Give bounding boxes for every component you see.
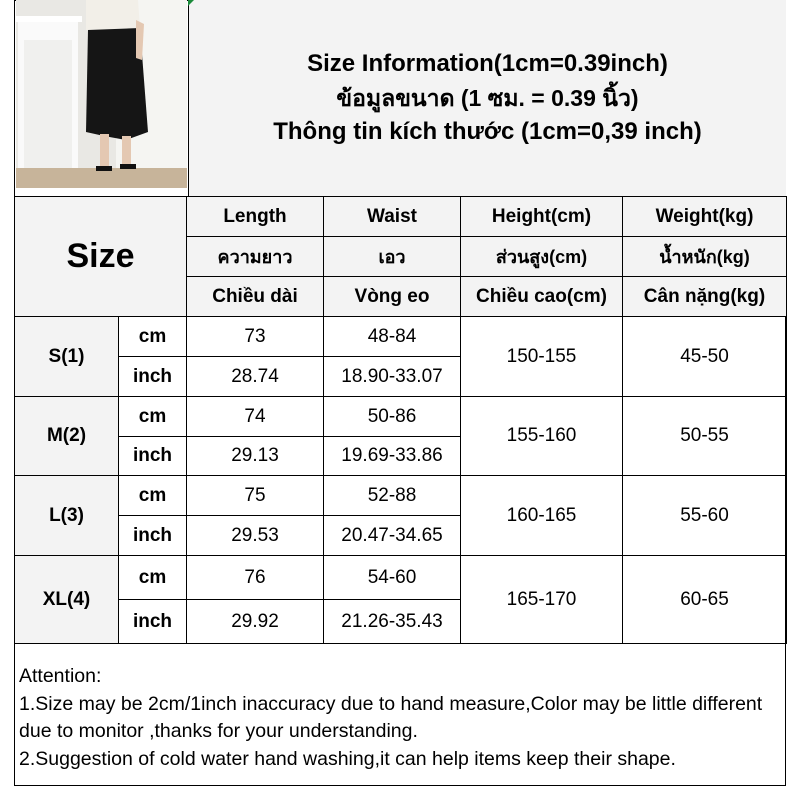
length-cm: 74	[187, 397, 324, 437]
length-cm: 75	[187, 476, 324, 516]
col-length-th: ความยาว	[187, 237, 324, 277]
unit-cm: cm	[119, 397, 187, 437]
waist-inch: 19.69-33.86	[324, 437, 461, 476]
col-length-vi: Chiều dài	[187, 277, 324, 317]
waist-cm: 54-60	[324, 556, 461, 600]
height-range: 150-155	[461, 317, 623, 397]
size-name: L(3)	[15, 476, 119, 556]
height-range: 160-165	[461, 476, 623, 556]
attention-note-2: 2.Suggestion of cold water hand washing,it can help items keep their shape.	[19, 747, 676, 770]
unit-cm: cm	[119, 556, 187, 600]
size-name: XL(4)	[15, 556, 119, 644]
size-name: M(2)	[15, 397, 119, 476]
attention-note-1: 1.Size may be 2cm/1inch inaccuracy due to hand measure,Color may be little different due to monitor ,thanks for your understanding.	[19, 692, 763, 742]
table-row	[15, 476, 787, 516]
length-inch: 28.74	[187, 357, 324, 397]
height-range: 165-170	[461, 556, 623, 644]
col-waist-th: เอว	[324, 237, 461, 277]
unit-inch: inch	[119, 357, 187, 397]
col-length-en: Length	[187, 197, 324, 237]
size-header: Size	[15, 197, 187, 317]
length-cm: 73	[187, 317, 324, 357]
col-waist-vi: Vòng eo	[324, 277, 461, 317]
weight-range: 60-65	[623, 556, 787, 644]
title-thai: ข้อมูลขนาด (1 ซม. = 0.39 นิ้ว)	[336, 85, 639, 111]
waist-cm: 52-88	[324, 476, 461, 516]
skirt-model-photo-icon	[16, 0, 187, 188]
unit-inch: inch	[119, 437, 187, 476]
table-row	[15, 317, 787, 357]
length-cm: 76	[187, 556, 324, 600]
product-photo	[16, 0, 187, 188]
title-vietnamese: Thông tin kích thước (1cm=0,39 inch)	[273, 118, 702, 145]
length-inch: 29.92	[187, 600, 324, 644]
size-info-header	[188, 0, 786, 196]
col-weight-vi: Cân nặng(kg)	[623, 277, 787, 317]
table-row	[15, 556, 787, 600]
unit-inch: inch	[119, 600, 187, 644]
unit-cm: cm	[119, 317, 187, 357]
waist-inch: 18.90-33.07	[324, 357, 461, 397]
waist-cm: 50-86	[324, 397, 461, 437]
height-range: 155-160	[461, 397, 623, 476]
length-inch: 29.13	[187, 437, 324, 476]
col-height-en: Height(cm)	[461, 197, 623, 237]
waist-inch: 20.47-34.65	[324, 516, 461, 556]
unit-cm: cm	[119, 476, 187, 516]
weight-range: 45-50	[623, 317, 787, 397]
attention-notes	[14, 660, 786, 786]
col-waist-en: Waist	[324, 197, 461, 237]
attention-title: Attention:	[19, 665, 102, 687]
col-weight-th: น้ำหนัก(kg)	[623, 237, 787, 277]
length-inch: 29.53	[187, 516, 324, 556]
unit-inch: inch	[119, 516, 187, 556]
waist-cm: 48-84	[324, 317, 461, 357]
table-row	[15, 397, 787, 437]
col-height-vi: Chiều cao(cm)	[461, 277, 623, 317]
weight-range: 55-60	[623, 476, 787, 556]
col-weight-en: Weight(kg)	[623, 197, 787, 237]
corner-mark	[188, 0, 194, 6]
col-height-th: ส่วนสูง(cm)	[461, 237, 623, 277]
size-table	[14, 196, 787, 644]
size-name: S(1)	[15, 317, 119, 397]
weight-range: 50-55	[623, 397, 787, 476]
waist-inch: 21.26-35.43	[324, 600, 461, 644]
title-english: Size Information(1cm=0.39inch)	[307, 50, 668, 77]
